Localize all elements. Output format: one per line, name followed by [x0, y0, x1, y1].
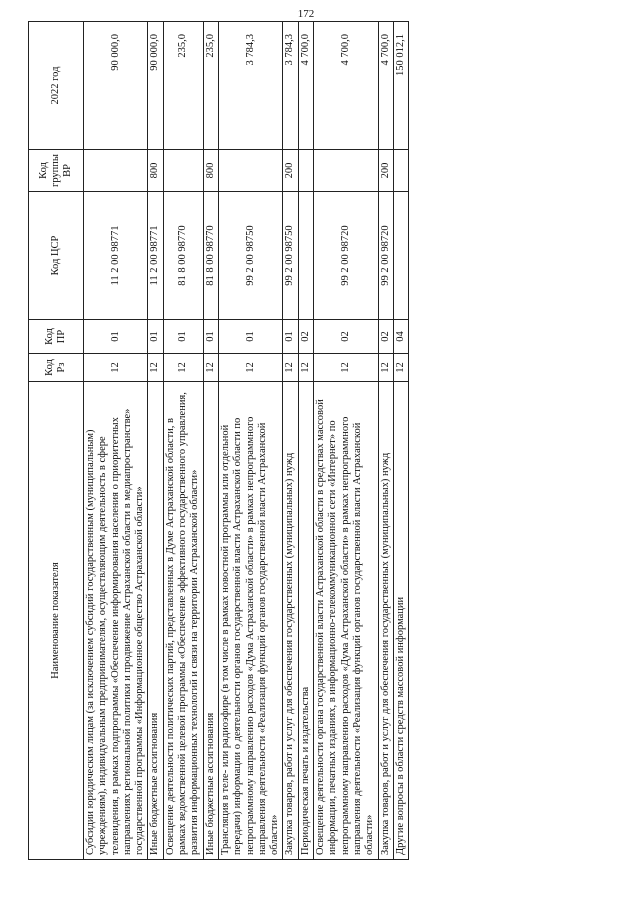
row-rz: 12 — [84, 354, 148, 382]
header-year: 2022 год — [29, 22, 84, 150]
row-rz: 12 — [203, 354, 218, 382]
row-vr — [298, 150, 313, 192]
row-pr: 01 — [283, 320, 298, 354]
table-row — [163, 22, 203, 860]
row-vr: 800 — [203, 150, 218, 192]
row-pr: 01 — [84, 320, 148, 354]
table-row — [283, 22, 298, 860]
row-csr: 99 2 00 98720 — [314, 192, 378, 320]
table-row — [393, 22, 408, 860]
row-name: Иные бюджетные ассигнования — [148, 382, 163, 860]
table-row — [203, 22, 218, 860]
row-vr — [218, 150, 282, 192]
row-name: Освещение деятельности политических партий, представленных в Думе Астраханской области, в рамках ведомственной целевой программы «Обеспечение эффективного государственного управления, развития информационных технологий и связи на территории Астраханской области» — [163, 382, 203, 860]
row-name: Периодическая печать и издательства — [298, 382, 313, 860]
header-row — [29, 22, 84, 860]
row-year: 4 700,0 — [378, 22, 393, 150]
row-name: Закупка товаров, работ и услуг для обеспечения государственных (муниципальных) нужд — [283, 382, 298, 860]
row-rz: 12 — [218, 354, 282, 382]
row-year: 90 000,0 — [84, 22, 148, 150]
row-name: Освещение деятельности органа государственной власти Астраханской области в средствах массовой информации, печатных изданиях, в информационно-телекоммуникационной сети «Интернет» по непрограммному направлению расходов «Дума Астраханской области» в рамках непрограммного направления деятельности «Реализация функций органов государственной власти Астраханской области» — [314, 382, 378, 860]
row-rz: 12 — [314, 354, 378, 382]
row-vr — [314, 150, 378, 192]
table-row — [298, 22, 313, 860]
row-csr: 11 2 00 98771 — [148, 192, 163, 320]
row-year: 3 784,3 — [218, 22, 282, 150]
row-csr: 11 2 00 98771 — [84, 192, 148, 320]
row-vr — [84, 150, 148, 192]
row-vr: 800 — [148, 150, 163, 192]
row-csr: 99 2 00 98720 — [378, 192, 393, 320]
row-csr: 81 8 00 98770 — [163, 192, 203, 320]
table-row — [218, 22, 282, 860]
table-body — [84, 22, 409, 860]
row-csr — [393, 192, 408, 320]
row-pr: 01 — [148, 320, 163, 354]
row-csr: 81 8 00 98770 — [203, 192, 218, 320]
table-row — [148, 22, 163, 860]
row-year: 3 784,3 — [283, 22, 298, 150]
rotated-table-container — [28, 0, 548, 860]
row-pr: 02 — [314, 320, 378, 354]
table-header — [29, 22, 84, 860]
row-year: 4 700,0 — [314, 22, 378, 150]
row-csr — [298, 192, 313, 320]
table-row — [84, 22, 148, 860]
header-pr: Код ПР — [29, 320, 84, 354]
row-rz: 12 — [163, 354, 203, 382]
row-pr: 02 — [298, 320, 313, 354]
row-name: Иные бюджетные ассигнования — [203, 382, 218, 860]
row-pr: 04 — [393, 320, 408, 354]
row-rz: 12 — [378, 354, 393, 382]
table-row — [378, 22, 393, 860]
row-vr: 200 — [378, 150, 393, 192]
budget-table — [28, 21, 409, 860]
table-row — [314, 22, 378, 860]
header-name: Наименование показателя — [29, 382, 84, 860]
row-name: Субсидии юридическим лицам (за исключением субсидий государственным (муниципальным) учреждениям), индивидуальным предпринимателям, осуществляющим деятельность в сфере телевидения, в рамках подпрограммы «Обеспечение информирования населения о приоритетных направлениях региональной политики и продвижение Астраханской области в медиапространстве» государственной программы «Информационное общество Астраханской области» — [84, 382, 148, 860]
row-rz: 12 — [283, 354, 298, 382]
row-rz: 12 — [148, 354, 163, 382]
row-year: 150 012,1 — [393, 22, 408, 150]
page-number: 172 — [297, 8, 315, 20]
row-name: Другие вопросы в области средств массовой информации — [393, 382, 408, 860]
row-csr: 99 2 00 98750 — [218, 192, 282, 320]
row-name: Трансляция в теле- или радиоэфире (в том числе в рамках новостной программы или отдельной передачи) информации о деятельности органов государственной власти Астраханской области по непрограммному направлению расходов «Дума Астраханской области» в рамках непрограммного направления деятельности «Реализация функций органов государственной власти Астраханской области» — [218, 382, 282, 860]
row-year: 90 000,0 — [148, 22, 163, 150]
row-pr: 01 — [218, 320, 282, 354]
header-rz: Код Рз — [29, 354, 84, 382]
row-pr: 01 — [203, 320, 218, 354]
row-year: 235,0 — [203, 22, 218, 150]
row-csr: 99 2 00 98750 — [283, 192, 298, 320]
row-vr: 200 — [283, 150, 298, 192]
row-vr — [163, 150, 203, 192]
row-year: 235,0 — [163, 22, 203, 150]
header-vr: Код группы ВР — [29, 150, 84, 192]
row-name: Закупка товаров, работ и услуг для обеспечения государственных (муниципальных) нужд — [378, 382, 393, 860]
row-rz: 12 — [298, 354, 313, 382]
header-csr: Код ЦСР — [29, 192, 84, 320]
row-rz: 12 — [393, 354, 408, 382]
row-pr: 01 — [163, 320, 203, 354]
row-pr: 02 — [378, 320, 393, 354]
row-vr — [393, 150, 408, 192]
row-year: 4 700,0 — [298, 22, 313, 150]
